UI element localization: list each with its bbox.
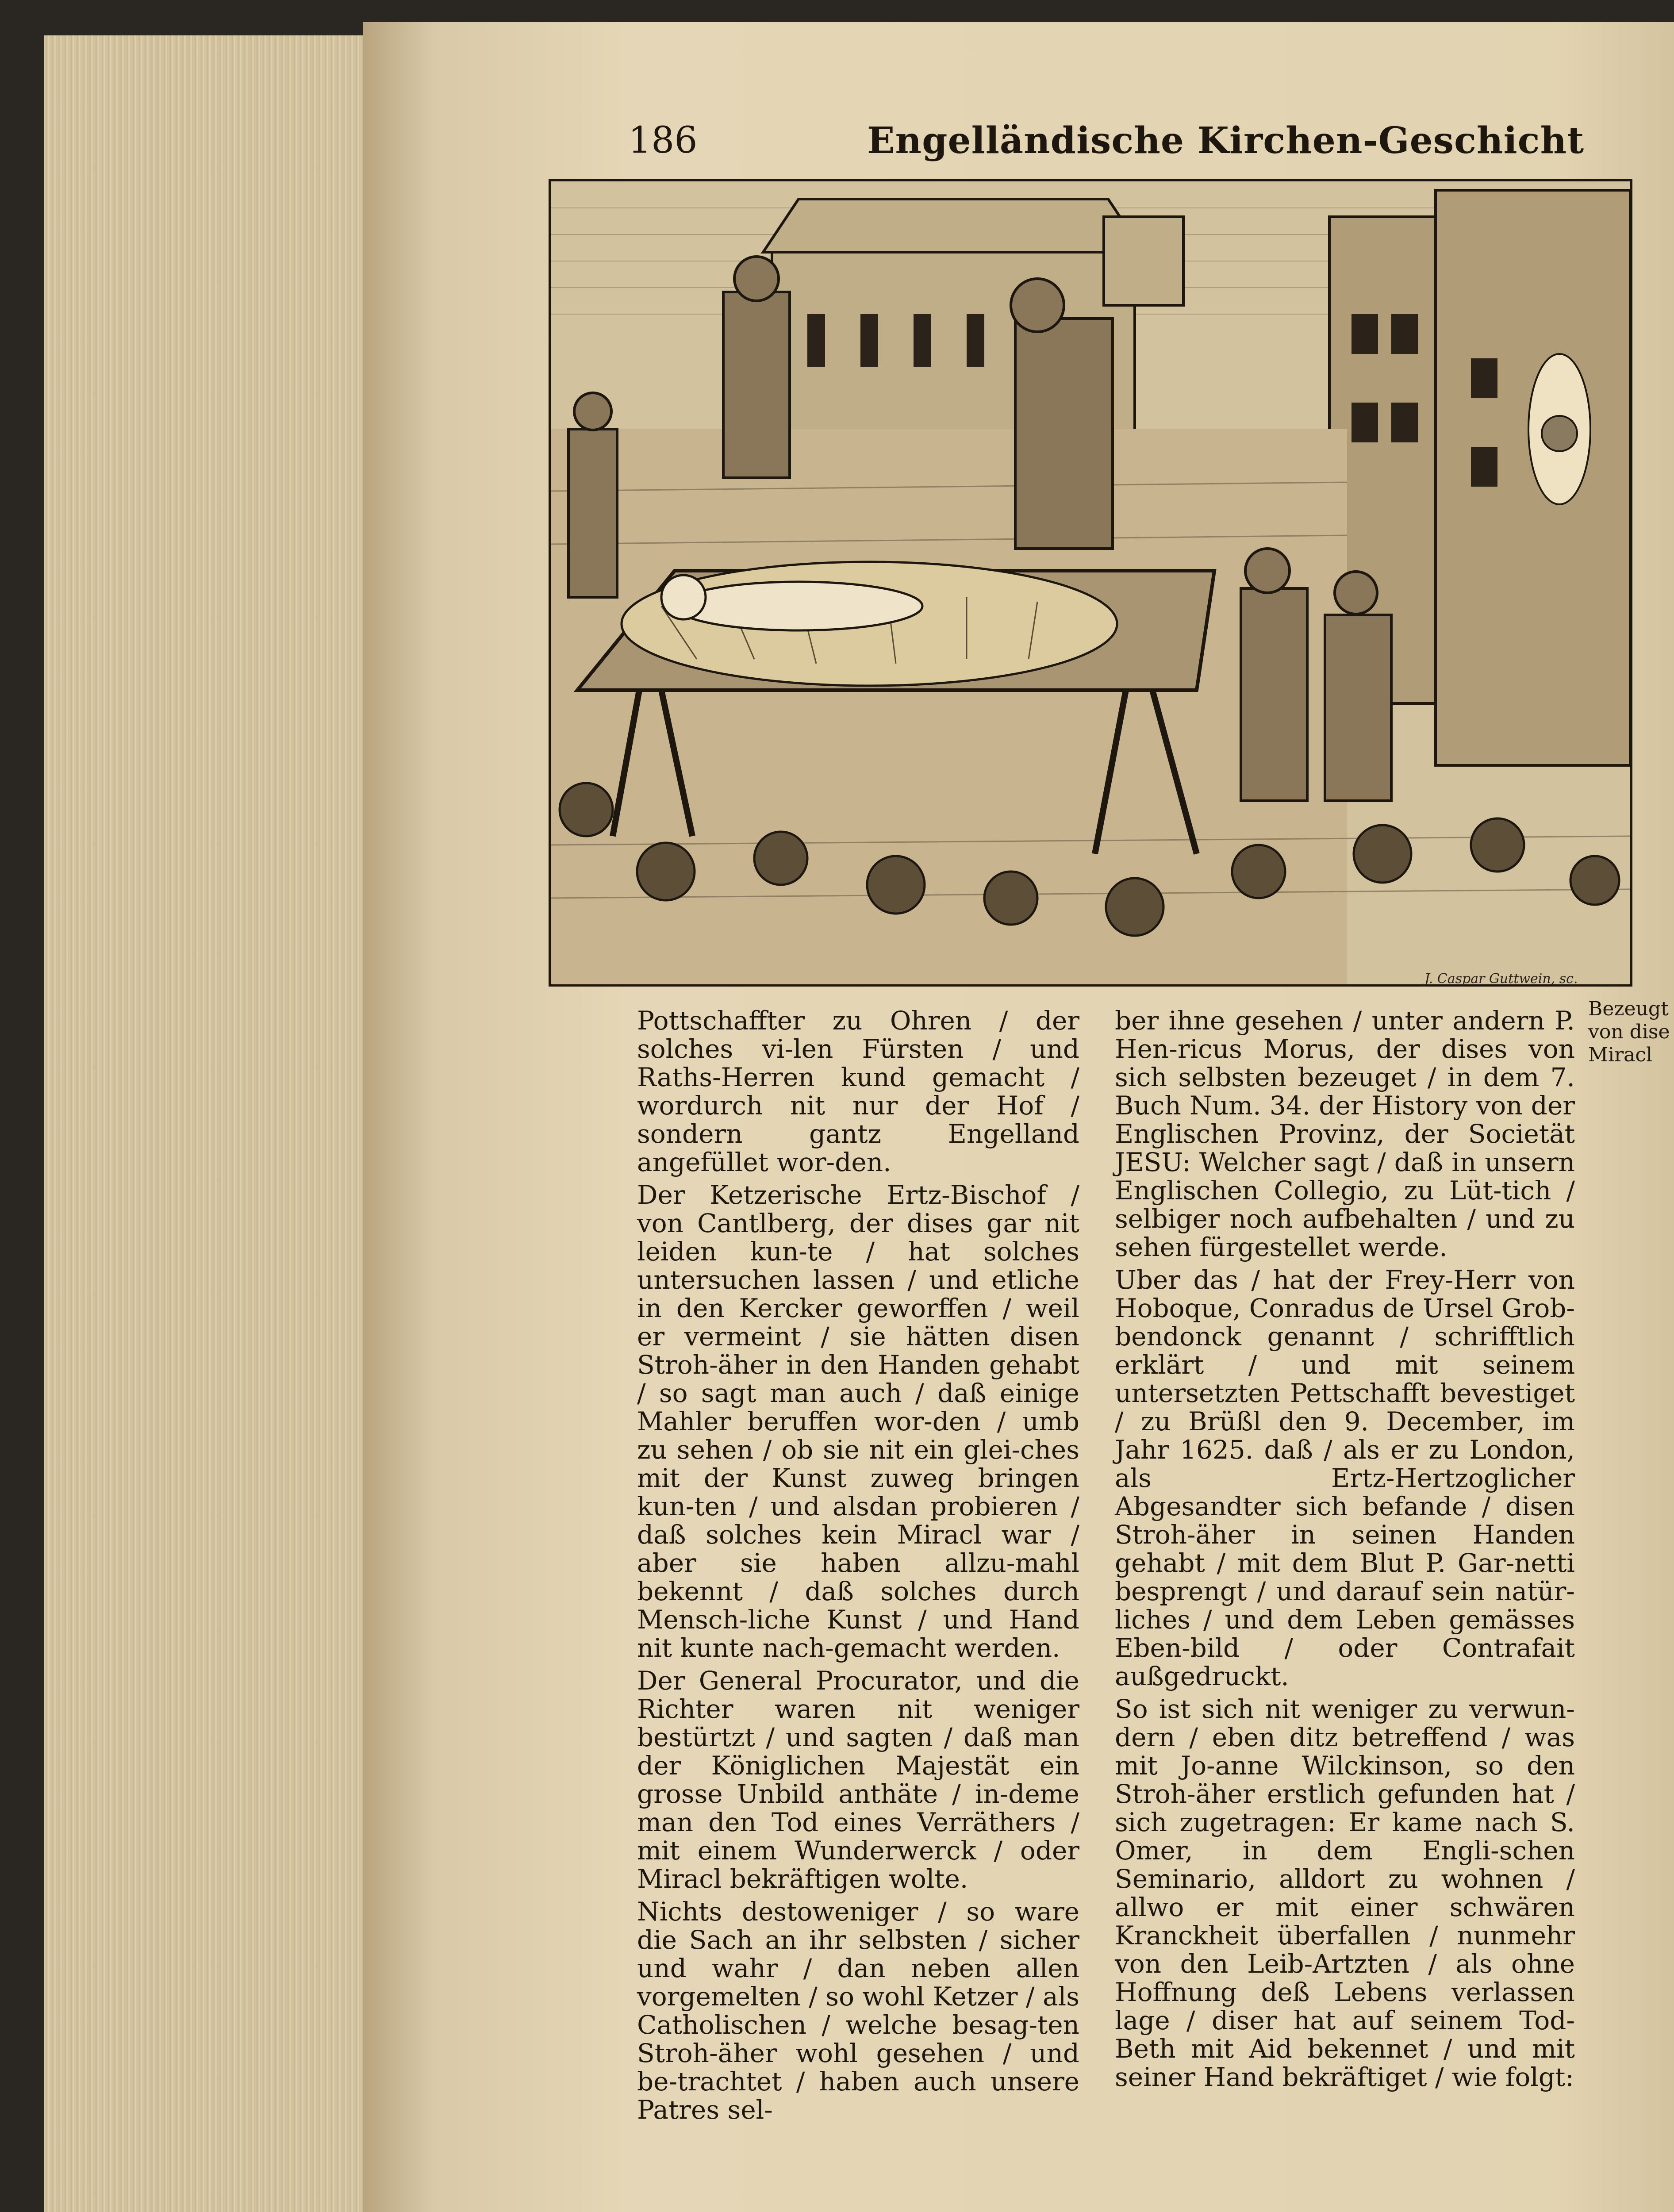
paragraph: ber ihne gesehen / unter andern P. Hen-ricus Morus, der dises von sich selbsten bezeuget / in dem 7. Buch Num. 34. der History von der Englischen Provinz, der Societät JESU: Welcher sagt / daß in unsern Englischen Collegio, zu Lüt-tich / selbiger noch aufbehalten / und zu sehen fürgestellet werde.: [1115, 1006, 1575, 1262]
paragraph: So ist sich nit weniger zu verwun-dern / eben ditz betreffend / was mit Jo-anne Wilckinson, so den Stroh-äher erstlich gefunden hat / sich zugetragen: Er kame nach S. Omer, in dem Engli-schen Seminario, alldort zu wohnen / allwo er mit einer schwären Kranckheit überfallen / nunmehr von den Leib-Artzten / als ohne Hoffnung deß Lebens verlassen lage / diser hat auf seinem Tod-Beth mit Aid bekennet / und mit seiner Hand bekräftiget / wie folgt:: [1115, 1694, 1575, 2092]
engraver-signature: J. Caspar Guttwein, sc.: [1424, 971, 1578, 987]
paragraph: Der General Procurator, und die Richter waren nit weniger bestürtzt / und sagten / daß man der Königlichen Majestät ein grosse Unbild anthäte / in-deme man den Tod eines Verräthers / mit einem Wunderwerck / oder Miracl bekräftigen wolte.: [637, 1666, 1079, 1894]
engraving-illustration: [551, 181, 1630, 984]
text-column-left: [637, 1006, 1079, 2128]
paragraph: Uber das / hat der Frey-Herr von Hoboque, Conradus de Ursel Grob-bendonck genannt / schrifftlich erklärt / und mit seinem untersetzten Pettschafft bevestiget / zu Brüßl den 9. December, im Jahr 1625. daß / als er zu London, als Ertz-Hertzoglicher Abgesandter sich befande / disen Stroh-äher in seinen Handen gehabt / mit dem Blut P. Gar-netti besprengt / und darauf sein natür-liches / und dem Leben gemässes Eben-bild / oder Contrafait außgedruckt.: [1115, 1265, 1575, 1691]
book-fore-edge: [44, 35, 365, 2212]
marginal-note: Bezeugt von dise Miracl: [1588, 998, 1670, 1066]
running-title: Engelländische Kirchen-Geschicht: [867, 119, 1585, 162]
paragraph: Nichts destoweniger / so ware die Sach an ihr selbsten / sicher und wahr / dan neben allen vorgemelten / so wohl Ketzer / als Catholischen / welche besag-ten Stroh-äher wohl gesehen / und be-trachtet / haben auch unsere Patres sel-: [637, 1897, 1079, 2125]
paragraph: Der Ketzerische Ertz-Bischof / von Cantlberg, der dises gar nit leiden kun-te / hat solches untersuchen lassen / und etliche in den Kercker geworffen / weil er vermeint / sie hätten disen Stroh-äher in den Handen gehabt / so sagt man auch / daß einige Mahler beruffen wor-den / umb zu sehen / ob sie nit ein glei-ches mit der Kunst zuweg bringen kun-ten / und alsdan probieren / daß solches kein Miracl war / aber sie haben allzu-mahl bekennt / daß solches durch Mensch-liche Kunst / und Hand nit kunte nach-gemacht werden.: [637, 1180, 1079, 1663]
text-column-right: [1115, 1006, 1575, 2096]
paragraph: Pottschaffter zu Ohren / der solches vi-len Fürsten / und Raths-Herren kund gemacht / wordurch nit nur der Hof / sondern gantz Engelland angefüllet wor-den.: [637, 1006, 1079, 1177]
engraving-plate: [549, 179, 1632, 987]
page-number: 186: [628, 119, 698, 161]
